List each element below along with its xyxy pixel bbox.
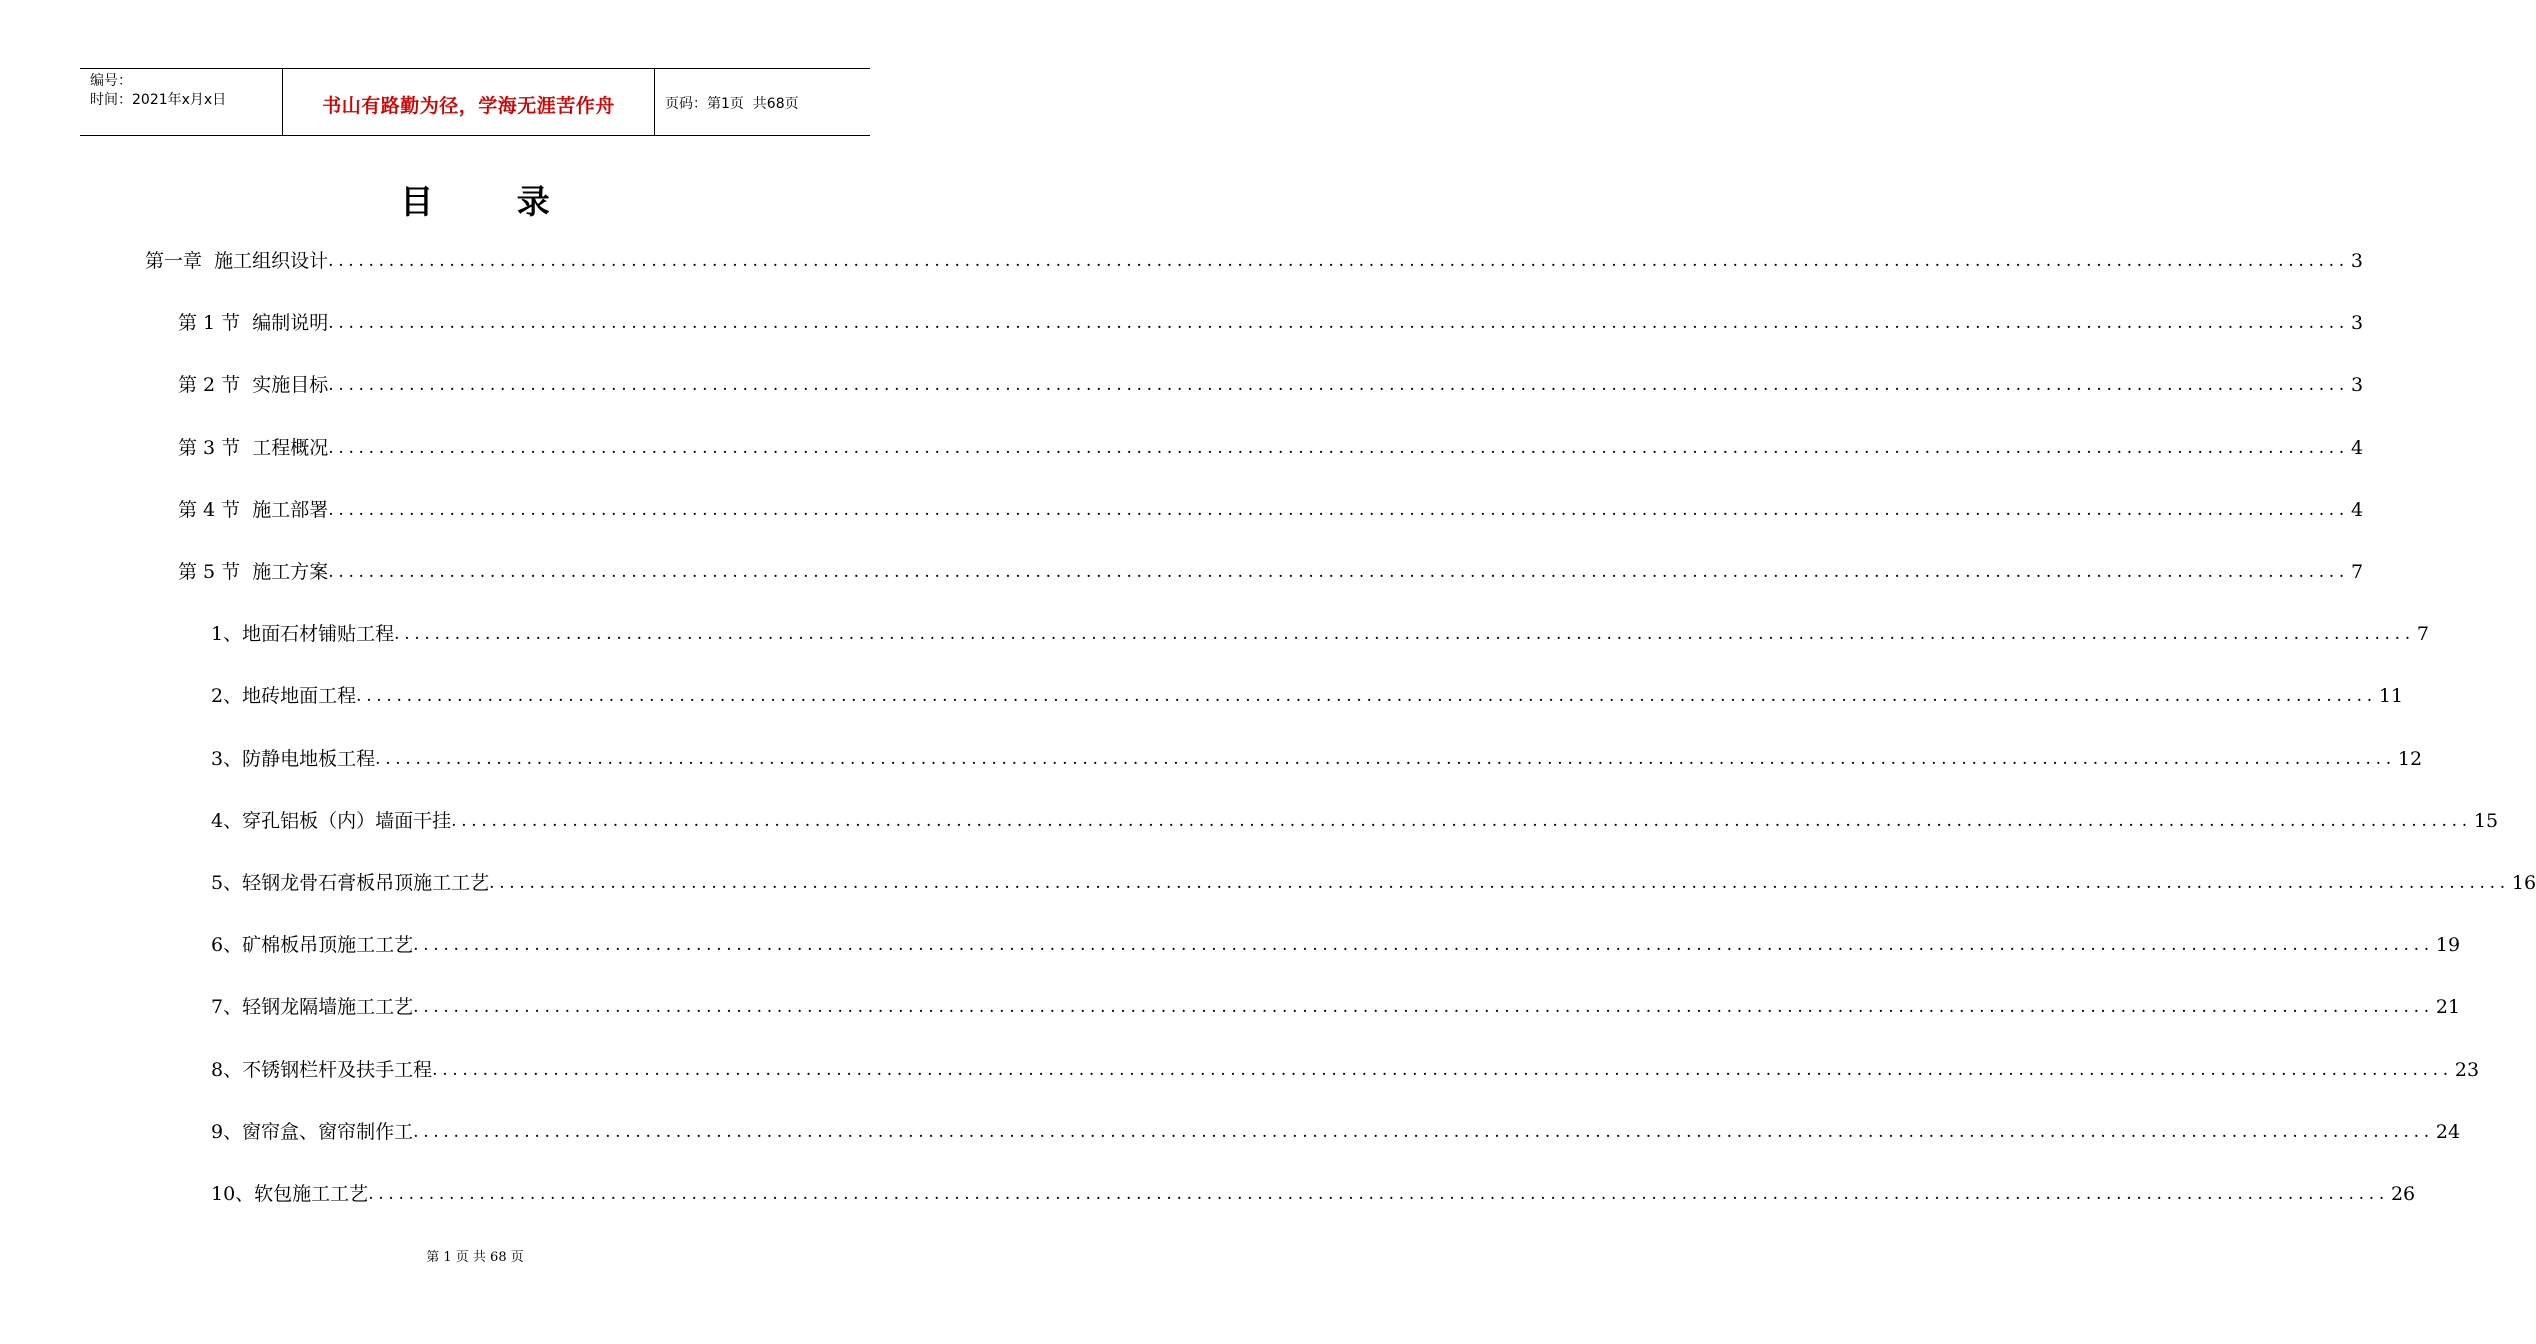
toc-entry-label: 5、轻钢龙骨石膏板吊顶施工工艺 <box>211 872 490 894</box>
toc-entry <box>178 553 2364 587</box>
toc-entry-label: 8、不锈钢栏杆及扶手工程 <box>211 1058 433 1081</box>
toc-entry <box>211 740 2423 774</box>
toc-entry-page-number: 19 <box>2435 934 2461 957</box>
toc-entry <box>178 491 2364 525</box>
header-motto-cell <box>283 69 655 135</box>
header-motto: 书山有路勤为径，学海无涯苦作舟 <box>322 94 615 117</box>
document-date-label: 时间：2021年x月x日 <box>90 92 227 108</box>
toc-entry <box>145 242 2363 276</box>
toc-leader-dots: ........................................................................................................................................................................................................ <box>413 935 2434 956</box>
toc-entry-label: 2、地砖地面工程 <box>211 685 357 708</box>
toc-leader-dots: ........................................................................................................................................................................................................ <box>328 562 2350 582</box>
toc-leader-dots: ........................................................................................................................................................................................................ <box>489 873 2510 893</box>
toc-entry-label: 1、地面石材铺贴工程 <box>211 623 395 646</box>
toc-entry-label: 第 4 节 施工部署 <box>178 498 329 521</box>
toc-entry-label: 7、轻钢龙隔墙施工工艺 <box>211 996 414 1019</box>
toc-leader-dots: ........................................................................................................................................................................................................ <box>328 437 2350 458</box>
toc-entry <box>178 429 2364 463</box>
toc-entry-label: 第 2 节 实施目标 <box>178 374 329 397</box>
toc-leader-dots: ........................................................................................................................................................................................................ <box>375 748 2396 769</box>
toc-entry-page-number: 7 <box>2351 561 2364 583</box>
toc-leader-dots: ........................................................................................................................................................................................................ <box>328 499 2350 520</box>
toc-entry-page-number: 16 <box>2511 872 2536 894</box>
toc-entry-page-number: 3 <box>2350 250 2363 272</box>
toc-entry <box>211 1113 2461 1147</box>
toc-entry-label: 6、矿棉板吊顶施工工艺 <box>211 934 414 957</box>
header-page-info: 页码：第1页 共68页 <box>665 96 799 112</box>
toc-entry <box>211 1175 2416 1209</box>
toc-entry-page-number: 15 <box>2473 809 2499 832</box>
toc-entry <box>211 864 2536 898</box>
toc-entry-page-number: 4 <box>2351 436 2364 459</box>
toc-entry-label: 第 3 节 工程概况 <box>178 436 329 459</box>
toc-entry-page-number: 26 <box>2390 1183 2416 1205</box>
toc-leader-dots: ........................................................................................................................................................................................................ <box>413 997 2434 1018</box>
toc-leader-dots: ........................................................................................................................................................................................................ <box>328 251 2349 271</box>
toc-entry-page-number: 11 <box>2378 685 2404 708</box>
toc-leader-dots: ........................................................................................................................................................................................................ <box>356 686 2377 707</box>
page-footer: 第 1 页 共 68 页 <box>426 1250 524 1265</box>
toc-entry <box>211 1051 2480 1085</box>
toc-entry-page-number: 3 <box>2351 312 2364 335</box>
header-page-cell <box>655 69 870 135</box>
toc-entry-page-number: 21 <box>2435 996 2461 1019</box>
header-meta-cell <box>80 69 283 135</box>
toc-leader-dots: ........................................................................................................................................................................................................ <box>394 624 2415 645</box>
toc-entry <box>211 677 2404 711</box>
toc-leader-dots: ........................................................................................................................................................................................................ <box>413 1121 2434 1142</box>
toc-entry <box>211 988 2461 1022</box>
document-header <box>80 68 870 136</box>
toc-entry-label: 10、软包施工工艺 <box>211 1183 369 1205</box>
document-number-label: 编号： <box>90 73 132 89</box>
toc-entry <box>211 926 2461 960</box>
toc-entry-label: 第 5 节 施工方案 <box>178 561 329 583</box>
toc-leader-dots: ........................................................................................................................................................................................................ <box>451 810 2472 831</box>
toc-entry-label: 第 1 节 编制说明 <box>178 312 329 335</box>
page-title: 目 录 <box>400 182 586 221</box>
toc-entry-label: 第一章 施工组织设计 <box>145 250 329 272</box>
toc-entry-label: 4、穿孔铝板（内）墙面干挂 <box>211 809 452 832</box>
toc-entry-label: 9、窗帘盒、窗帘制作工 <box>211 1120 414 1143</box>
toc-leader-dots: ........................................................................................................................................................................................................ <box>368 1184 2389 1204</box>
toc-entry <box>211 615 2429 649</box>
toc-leader-dots: ........................................................................................................................................................................................................ <box>432 1059 2453 1080</box>
toc-entry <box>178 366 2364 400</box>
toc-leader-dots: ........................................................................................................................................................................................................ <box>328 375 2350 396</box>
toc-entry-page-number: 3 <box>2351 374 2364 397</box>
toc-entry-page-number: 12 <box>2397 747 2423 770</box>
toc-entry <box>211 802 2499 836</box>
toc-entry <box>178 304 2364 338</box>
toc-leader-dots: ........................................................................................................................................................................................................ <box>328 313 2350 334</box>
toc-entry-page-number: 4 <box>2351 498 2364 521</box>
toc-entry-page-number: 23 <box>2454 1058 2480 1081</box>
toc-entry-page-number: 24 <box>2435 1120 2461 1143</box>
toc-entry-page-number: 7 <box>2416 623 2429 646</box>
toc-entry-label: 3、防静电地板工程 <box>211 747 376 770</box>
